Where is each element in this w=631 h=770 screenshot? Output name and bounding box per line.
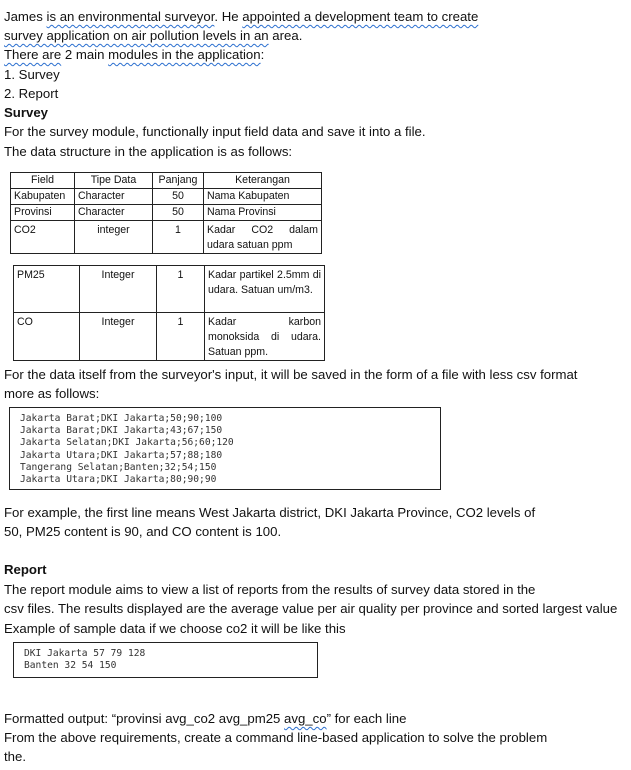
- header-cell: Panjang: [153, 173, 204, 189]
- intro-line-1: [4, 7, 478, 26]
- header-cell: Tipe Data: [75, 173, 153, 189]
- header-cell: Field: [11, 173, 75, 189]
- table-row: [14, 313, 325, 361]
- table-cell: Nama Provinsi: [204, 205, 322, 221]
- spellcheck-text: modules in the application: [108, 47, 261, 62]
- text: :: [260, 47, 265, 62]
- table-header-row: [11, 173, 322, 189]
- csv-line: Tangerang Selatan;Banten;32;54;150: [20, 461, 217, 473]
- list-item-report: 2. Report: [4, 86, 59, 101]
- table-cell: Provinsi: [11, 205, 75, 221]
- csv-line: Jakarta Barat;DKI Jakarta;50;90;100: [20, 413, 223, 424]
- table-cell: integer: [75, 221, 153, 254]
- csv-line: Jakarta Utara;DKI Jakarta;57;88;180: [20, 449, 223, 461]
- table-cell: 50: [153, 189, 204, 205]
- text: 2 main: [61, 47, 109, 62]
- table-cell: Kadar CO2 dalam udara satuan ppm: [204, 221, 322, 254]
- report-paragraph-2: Example of sample data if we choose co2 it will be like this: [4, 621, 346, 636]
- table-cell: 50: [153, 205, 204, 221]
- spellcheck-text: There are: [4, 47, 62, 62]
- sample-line: Banten 32 54 150: [24, 660, 117, 672]
- header-cell: Keterangan: [204, 173, 322, 189]
- table-cell: Kabupaten: [11, 189, 75, 205]
- text: James: [4, 9, 47, 24]
- table-cell: 1: [157, 266, 205, 313]
- csv-line: Jakarta Barat;DKI Jakarta;43;67;150: [20, 425, 223, 437]
- report-paragraph-1: The report module aims to view a list of reports from the results of survey data stored in the: [4, 582, 536, 597]
- table-cell: 1: [153, 221, 204, 254]
- list-item-survey: 1. Survey: [4, 67, 60, 82]
- report-paragraph-1-cont: csv files. The results displayed are the average value per air quality per province and sorted largest value: [4, 601, 618, 616]
- spellcheck-text: survey application on air pollution levels in an: [4, 28, 269, 43]
- report-heading: Report: [4, 562, 47, 577]
- table-cell: Integer: [80, 313, 157, 361]
- csv-line: Jakarta Selatan;DKI Jakarta;56;60;120: [20, 437, 234, 449]
- survey-heading: Survey: [4, 105, 48, 120]
- table-cell: Kadar partikel 2.5mm di udara. Satuan um/m3.: [205, 266, 325, 313]
- data-structure-table-continued: [13, 265, 325, 361]
- text: . He: [214, 9, 243, 24]
- spellcheck-text: appointed a development team to create: [242, 9, 479, 24]
- csv-sample-box: [9, 407, 441, 490]
- intro-line-2: [4, 26, 302, 45]
- sample-line: DKI Jakarta 57 79 128: [24, 648, 146, 659]
- intro-line-3: [4, 45, 264, 64]
- table-row: [11, 205, 322, 221]
- table-cell: Nama Kabupaten: [204, 189, 322, 205]
- table-cell: Kadar karbon monoksida di udara. Satuan ppm.: [205, 313, 325, 361]
- csv-line: Jakarta Utara;DKI Jakarta;80;90;90: [20, 474, 217, 486]
- closing-line-2: the.: [4, 749, 26, 764]
- survey-paragraph-3-cont: more as follows:: [4, 386, 100, 401]
- table-cell: 1: [157, 313, 205, 361]
- survey-example-line-2: 50, PM25 content is 90, and CO content is 100.: [4, 524, 282, 539]
- survey-paragraph-1: For the survey module, functionally input field data and save it into a file.: [4, 124, 426, 139]
- text: Formatted output: “provinsi avg_co2 avg_pm25: [4, 711, 285, 726]
- survey-paragraph-2: The data structure in the application is as follows:: [4, 144, 293, 159]
- table-cell: PM25: [14, 266, 80, 313]
- spellcheck-text: avg_co: [284, 711, 327, 726]
- table-row: [11, 221, 322, 254]
- table-cell: Character: [75, 205, 153, 221]
- text: area.: [268, 28, 303, 43]
- table-cell: CO2: [11, 221, 75, 254]
- data-structure-table: [10, 172, 322, 254]
- table-cell: Character: [75, 189, 153, 205]
- survey-example-line-1: For example, the first line means West Jakarta district, DKI Jakarta Province, CO2 levels of: [4, 505, 536, 520]
- table-row: [14, 266, 325, 313]
- survey-paragraph-3: For the data itself from the surveyor's input, it will be saved in the form of a file with less csv format: [4, 367, 578, 382]
- table-cell: Integer: [80, 266, 157, 313]
- table-cell: CO: [14, 313, 80, 361]
- text: ” for each line: [326, 711, 407, 726]
- closing-line-1: From the above requirements, create a command line-based application to solve the problem: [4, 730, 548, 745]
- report-sample-box: [13, 642, 318, 678]
- formatted-output-line: [4, 709, 406, 728]
- table-row: [11, 189, 322, 205]
- spellcheck-text: is an environmental surveyor: [46, 9, 215, 24]
